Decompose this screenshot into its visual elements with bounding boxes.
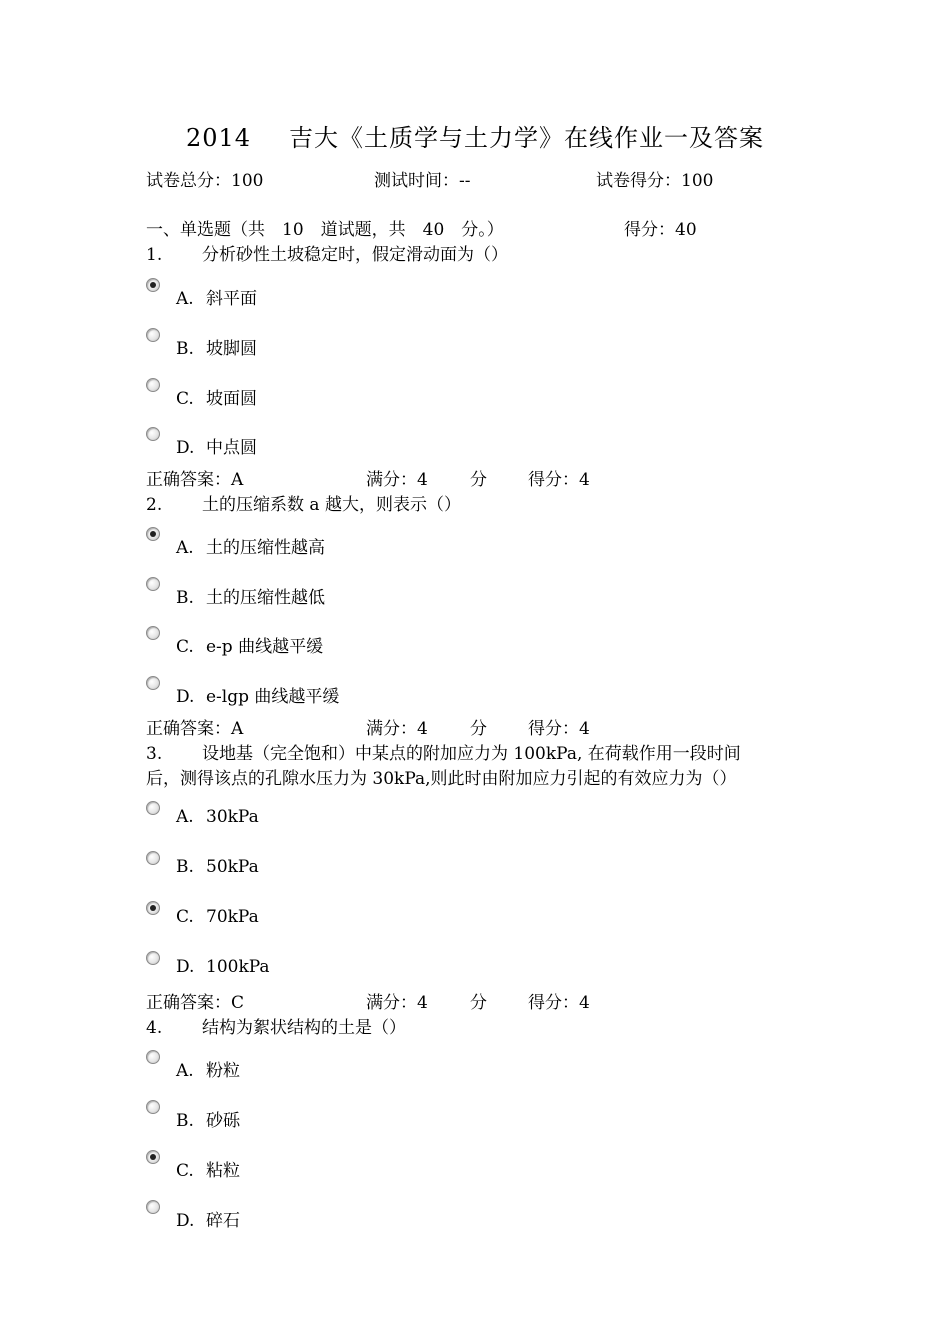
question-number: 4.: [146, 1018, 163, 1038]
option-label[interactable]: [176, 334, 257, 359]
score-obtained: 试卷得分：100: [596, 171, 714, 191]
option-text: 100kPa: [206, 957, 270, 977]
option-label[interactable]: [176, 807, 259, 827]
question-text: 土的压缩系数 a 越大，则表示（）: [202, 495, 461, 515]
option-radio[interactable]: [146, 801, 160, 815]
option-label[interactable]: [176, 957, 270, 977]
question-text: 设地基（完全饱和）中某点的附加应力为 100kPa, 在荷载作用一段时间: [202, 744, 741, 764]
option-radio[interactable]: [146, 1200, 160, 1214]
question-text-line: [146, 240, 508, 265]
question-number: 2.: [146, 495, 163, 515]
question-score: 得分：4: [528, 470, 590, 490]
option-radio[interactable]: [146, 676, 160, 690]
section-score: 得分：40: [624, 220, 697, 240]
option-letter: B.: [176, 588, 194, 608]
option-text: 30kPa: [206, 807, 259, 827]
option-radio[interactable]: [146, 328, 160, 342]
option-radio[interactable]: [146, 951, 160, 965]
score-unit: 分: [470, 993, 487, 1013]
option-letter: A.: [176, 289, 194, 309]
full-score: 满分：4: [366, 993, 428, 1013]
option-label[interactable]: [176, 284, 257, 309]
option-radio[interactable]: [146, 1100, 160, 1114]
option-text: 斜平面: [206, 289, 257, 309]
correct-answer: 正确答案：A: [146, 470, 244, 490]
question-score: 得分：4: [528, 993, 590, 1013]
option-label[interactable]: [176, 533, 325, 558]
option-text: 坡面圆: [206, 389, 257, 409]
question-text-line: [146, 739, 741, 764]
option-text: 粘粒: [206, 1161, 240, 1181]
option-letter: A.: [176, 538, 194, 558]
question-text-line: [146, 764, 737, 789]
option-letter: C.: [176, 389, 194, 409]
question-text: 结构为絮状结构的土是（）: [202, 1018, 406, 1038]
option-text: 坡脚圆: [206, 339, 257, 359]
option-label[interactable]: [176, 1106, 240, 1131]
option-text: 土的压缩性越高: [206, 538, 325, 558]
option-letter: B.: [176, 857, 194, 877]
option-radio[interactable]: [146, 851, 160, 865]
option-letter: A.: [176, 1061, 194, 1081]
option-radio[interactable]: [146, 901, 160, 915]
option-text: 70kPa: [206, 907, 259, 927]
option-letter: B.: [176, 339, 194, 359]
question-text-line: [146, 490, 461, 515]
option-letter: C.: [176, 1161, 194, 1181]
question-number: 1.: [146, 245, 163, 265]
option-label[interactable]: [176, 1156, 240, 1181]
question-number: 3.: [146, 744, 163, 764]
option-letter: D.: [176, 1211, 195, 1231]
option-letter: C.: [176, 907, 194, 927]
option-letter: D.: [176, 438, 195, 458]
section-heading: 一、单选题（共 10 道试题，共 40 分。）: [146, 220, 504, 240]
option-radio[interactable]: [146, 1150, 160, 1164]
title-text: 吉大《土质学与土力学》在线作业一及答案: [289, 124, 765, 152]
test-time: 测试时间：--: [374, 171, 471, 191]
option-radio[interactable]: [146, 527, 160, 541]
score-unit: 分: [470, 470, 487, 490]
option-label[interactable]: [176, 682, 339, 707]
question-text-line: [146, 1013, 406, 1038]
option-text: e-lgp 曲线越平缓: [206, 687, 340, 707]
option-label[interactable]: [176, 857, 259, 877]
option-radio[interactable]: [146, 626, 160, 640]
score-unit: 分: [470, 719, 487, 739]
option-text: 碎石: [206, 1211, 240, 1231]
option-radio[interactable]: [146, 577, 160, 591]
option-letter: D.: [176, 687, 195, 707]
full-score: 满分：4: [366, 719, 428, 739]
correct-answer: 正确答案：C: [146, 993, 245, 1013]
option-text: 土的压缩性越低: [206, 588, 325, 608]
title-year: 2014: [185, 124, 252, 152]
option-radio[interactable]: [146, 1050, 160, 1064]
question-text: 后，测得该点的孔隙水压力为 30kPa,则此时由附加应力引起的有效应力为（）: [146, 769, 737, 789]
option-label[interactable]: [176, 384, 257, 409]
option-text: e-p 曲线越平缓: [206, 637, 324, 657]
option-label[interactable]: [176, 433, 257, 458]
option-letter: A.: [176, 807, 194, 827]
option-text: 50kPa: [206, 857, 259, 877]
option-text: 中点圆: [206, 438, 257, 458]
question-score: 得分：4: [528, 719, 590, 739]
option-letter: D.: [176, 957, 195, 977]
option-text: 粉粒: [206, 1061, 240, 1081]
option-radio[interactable]: [146, 427, 160, 441]
correct-answer: 正确答案：A: [146, 719, 244, 739]
page-title: [0, 118, 950, 153]
question-text: 分析砂性土坡稳定时，假定滑动面为（）: [202, 245, 508, 265]
option-letter: C.: [176, 637, 194, 657]
full-score: 满分：4: [366, 470, 428, 490]
option-label[interactable]: [176, 632, 323, 657]
option-radio[interactable]: [146, 278, 160, 292]
option-label[interactable]: [176, 583, 325, 608]
option-label[interactable]: [176, 1056, 240, 1081]
option-label[interactable]: [176, 907, 259, 927]
option-label[interactable]: [176, 1206, 240, 1231]
total-score: 试卷总分：100: [146, 171, 264, 191]
option-radio[interactable]: [146, 378, 160, 392]
option-text: 砂砾: [206, 1111, 240, 1131]
option-letter: B.: [176, 1111, 194, 1131]
